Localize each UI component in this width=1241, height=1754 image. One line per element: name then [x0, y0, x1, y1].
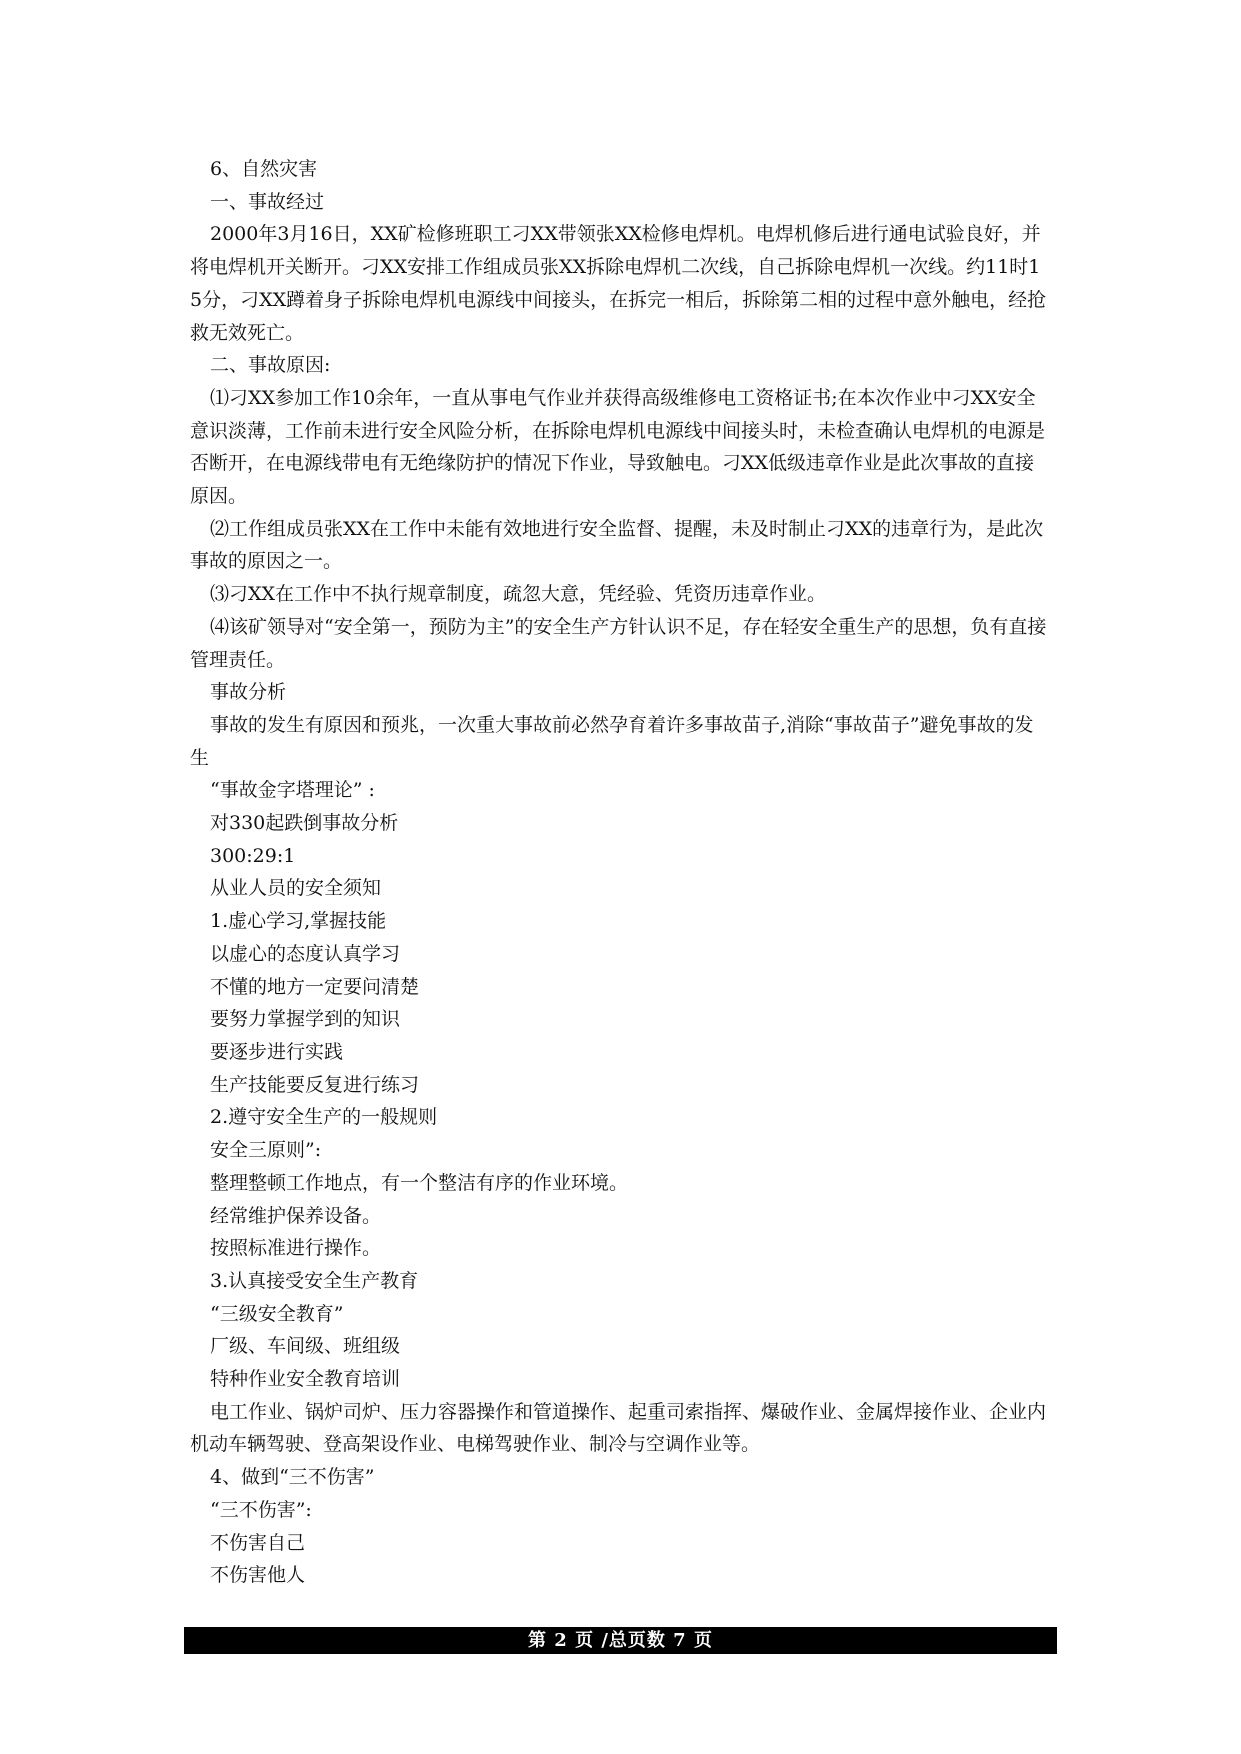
paragraph: ⑴刁XX参加工作10余年，一直从事电气作业并获得高级维修电工资格证书;在本次作业中刁XX安全意识淡薄，工作前未进行安全风险分析，在拆除电焊机电源线中间接头时，未检查确认电焊机的电源是否断开，在电源线带电有无绝缘防护的情况下作业，导致触电。刁XX低级违章作业是此次事故的直接原因。	[190, 386, 1046, 508]
paragraph: ⑶刁XX在工作中不执行规章制度，疏忽大意，凭经验、凭资历违章作业。	[210, 583, 827, 606]
document-body	[190, 153, 1050, 1592]
paragraph: 对330起跌倒事故分析	[210, 812, 399, 835]
paragraph: 按照标准进行操作。	[210, 1237, 382, 1260]
paragraph: 不懂的地方一定要问清楚	[210, 975, 420, 998]
paragraph: 不伤害他人	[210, 1564, 306, 1587]
paragraph: 二、事故原因:	[210, 354, 331, 377]
paragraph: 4、做到“三不伤害”	[210, 1466, 375, 1489]
paragraph: 1.虚心学习,掌握技能	[210, 910, 387, 933]
paragraph: 2000年3月16日，XX矿检修班职工刁XX带领张XX检修电焊机。电焊机修后进行通电试验良好，并将电焊机开关断开。刁XX安排工作组成员张XX拆除电焊机二次线，自己拆除电焊机一次线。约11时15分，刁XX蹲着身子拆除电焊机电源线中间接头，在拆完一相后，拆除第二相的过程中意外触电，经抢救无效死亡。	[190, 223, 1047, 344]
paragraph: ⑷该矿领导对“安全第一，预防为主”的安全生产方针认识不足，存在轻安全重生产的思想，负有直接管理责任。	[190, 615, 1047, 671]
paragraph: 电工作业、锅炉司炉、压力容器操作和管道操作、起重司索指挥、爆破作业、金属焊接作业、企业内机动车辆驾驶、登高架设作业、电梯驾驶作业、制冷与空调作业等。	[190, 1400, 1047, 1456]
paragraph: 安全三原则”:	[210, 1139, 322, 1162]
paragraph: 要努力掌握学到的知识	[210, 1008, 401, 1031]
paragraph: 2.遵守安全生产的一般规则	[210, 1106, 438, 1129]
paragraph: 事故的发生有原因和预兆，一次重大事故前必然孕育着许多事故苗子,消除“事故苗子”避免事故的发生	[190, 713, 1034, 769]
paragraph: 要逐步进行实践	[210, 1040, 344, 1063]
paragraph: 生产技能要反复进行练习	[210, 1073, 420, 1096]
page-number-label: 第 2 页 /总页数 7 页	[528, 1630, 713, 1651]
paragraph: “事故金字塔理论” :	[210, 779, 375, 802]
page-footer	[184, 1627, 1057, 1654]
paragraph: 一、事故经过	[210, 190, 325, 213]
paragraph: 不伤害自己	[210, 1531, 306, 1554]
paragraph: 整理整顿工作地点，有一个整洁有序的作业环境。	[210, 1171, 629, 1194]
paragraph: 6、自然灾害	[210, 158, 318, 180]
paragraph: 特种作业安全教育培训	[210, 1368, 401, 1391]
paragraph: 300:29:1	[210, 844, 296, 867]
paragraph: 厂级、车间级、班组级	[210, 1335, 401, 1358]
paragraph: 从业人员的安全须知	[210, 877, 382, 900]
paragraph: 以虚心的态度认真学习	[210, 942, 401, 965]
paragraph: 3.认真接受安全生产教育	[210, 1269, 419, 1292]
paragraph: ⑵工作组成员张XX在工作中未能有效地进行安全监督、提醒，未及时制止刁XX的违章行为，是此次事故的原因之一。	[190, 517, 1044, 573]
paragraph: “三级安全教育”	[210, 1302, 344, 1325]
paragraph: “三不伤害”:	[210, 1498, 312, 1521]
paragraph: 经常维护保养设备。	[210, 1204, 382, 1227]
paragraph: 事故分析	[210, 681, 287, 704]
